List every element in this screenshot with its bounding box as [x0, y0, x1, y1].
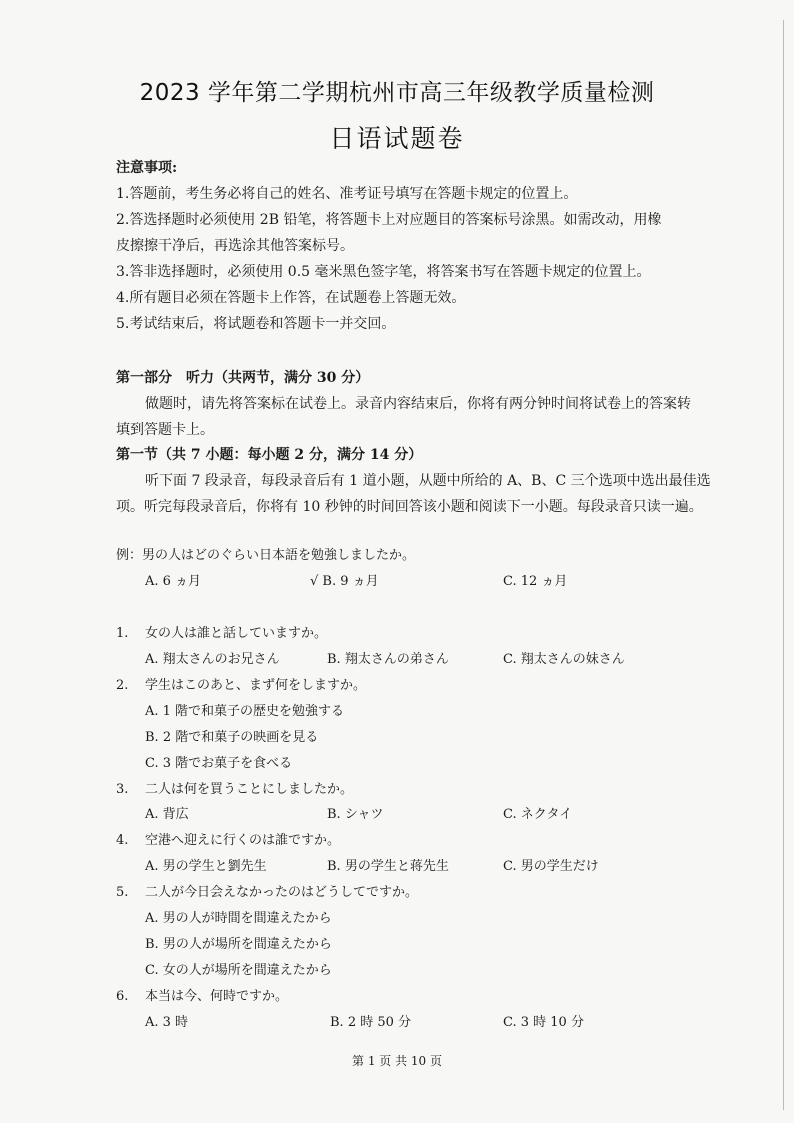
- option-a: A. 3 時: [145, 1015, 189, 1030]
- example-question: 例：男の人はどのぐらい日本語を勉強しましたか。: [116, 548, 416, 563]
- question-number: 1.: [116, 626, 129, 641]
- page-number: 第 1 页 共 10 页: [352, 1054, 442, 1068]
- option-c: C. 3 階でお菓子を食べる: [145, 756, 293, 771]
- notice-item-1: 1.答题前，考生务必将自己的姓名、准考证号填写在答题卡规定的位置上。: [116, 186, 578, 202]
- section1-instruction-1: 听下面 7 段录音，每段录音后有 1 道小题，从题中所给的 A、B、C 三个选项中选出最佳选: [145, 473, 711, 489]
- option-b: B. シャツ: [327, 807, 384, 822]
- notice-heading: 注意事项:: [116, 160, 178, 176]
- question-number: 5.: [116, 885, 129, 900]
- question-number: 6.: [116, 989, 129, 1004]
- option-a: A. 翔太さんのお兄さん: [145, 652, 280, 667]
- example-option-b: √ B. 9 ヵ月: [310, 574, 379, 589]
- question-number: 3.: [116, 782, 129, 797]
- question-text: 二人が今日会えなかったのはどうしてですか。: [145, 885, 419, 900]
- option-c: C. ネクタイ: [503, 807, 573, 822]
- option-a: A. 背広: [145, 807, 189, 822]
- part1-instruction-2: 填到答题卡上。: [116, 422, 214, 438]
- question-text: 女の人は誰と話していますか。: [145, 626, 328, 641]
- option-c: C. 翔太さんの妹さん: [503, 652, 625, 667]
- section1-instruction-2: 项。听完每段录音后，你将有 10 秒钟的时间回答该小题和阅读下一小题。每段录音只读一遍。: [116, 499, 703, 515]
- option-c: C. 女の人が場所を間違えたから: [145, 963, 332, 978]
- exam-subtitle: 日语试题卷: [329, 124, 465, 153]
- option-a: A. 男の人が時間を間違えたから: [145, 911, 332, 926]
- question-number: 2.: [116, 678, 129, 693]
- section1-heading: 第一节（共 7 小题：每小题 2 分，满分 14 分）: [116, 447, 423, 463]
- notice-item-2: 2.答选择题时必须使用 2B 铅笔，将答题卡上对应题目的答案标号涂黑。如需改动，用橡: [116, 212, 662, 228]
- notice-item-3: 3.答非选择题时，必须使用 0.5 毫米黑色签字笔，将答案书写在答题卡规定的位置上。: [116, 264, 651, 280]
- part1-instruction-1: 做题时，请先将答案标在试卷上。录音内容结束后，你将有两分钟时间将试卷上的答案转: [145, 396, 691, 412]
- example-option-c: C. 12 ヵ月: [503, 574, 568, 589]
- option-a: A. 男の学生と劉先生: [145, 859, 267, 874]
- option-c: C. 3 時 10 分: [503, 1015, 584, 1030]
- question-text: 学生はこのあと、まず何をしますか。: [145, 678, 367, 693]
- option-a: A. 1 階で和菓子の歴史を勉強する: [145, 704, 345, 719]
- example-option-a: A. 6 ヵ月: [145, 574, 202, 589]
- notice-item-5: 5.考试结束后，将试题卷和答题卡一并交回。: [116, 316, 396, 332]
- option-c: C. 男の学生だけ: [503, 859, 599, 874]
- question-text: 二人は何を買うことにしましたか。: [145, 782, 354, 797]
- part1-heading: 第一部分 听力（共两节，满分 30 分）: [116, 370, 370, 386]
- question-text: 本当は今、何時ですか。: [145, 989, 289, 1004]
- option-b: B. 男の学生と蒋先生: [327, 859, 449, 874]
- scan-edge-line: [783, 20, 784, 1110]
- question-text: 空港へ迎えに行くのは誰ですか。: [145, 833, 341, 848]
- option-b: B. 2 階で和菓子の映画を見る: [145, 730, 319, 745]
- question-number: 4.: [116, 833, 129, 848]
- option-b: B. 翔太さんの弟さん: [327, 652, 449, 667]
- notice-item-2-cont: 皮擦擦干净后，再选涂其他答案标号。: [116, 238, 354, 254]
- notice-item-4: 4.所有题目必须在答题卡上作答，在试题卷上答题无效。: [116, 290, 466, 306]
- option-b: B. 男の人が場所を間違えたから: [145, 937, 332, 952]
- option-b: B. 2 時 50 分: [330, 1015, 412, 1030]
- exam-title: 2023 学年第二学期杭州市高三年级教学质量检测: [139, 80, 655, 106]
